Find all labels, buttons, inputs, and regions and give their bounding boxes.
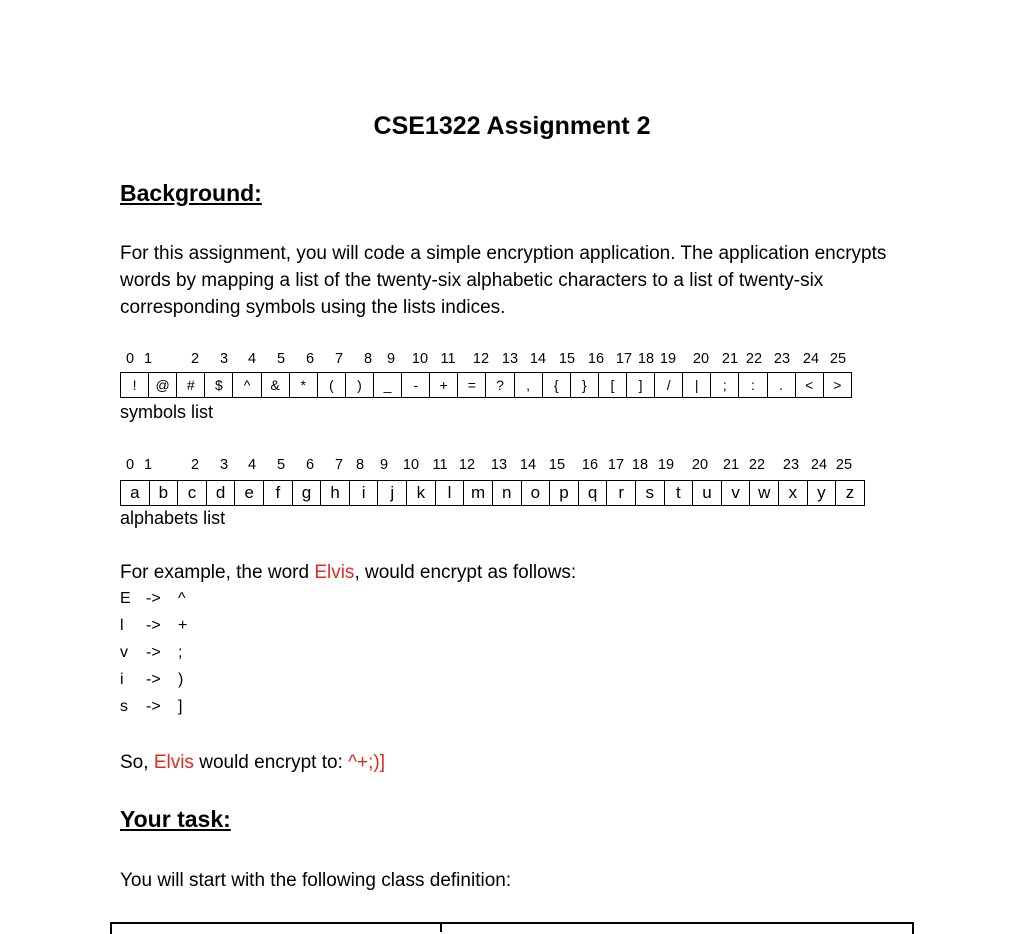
- mapping-to: ^: [178, 590, 186, 607]
- symbol-cell: |: [683, 373, 711, 397]
- index-label: 25: [835, 457, 853, 473]
- mapping-arrow: ->: [146, 698, 161, 715]
- symbol-cell: $: [205, 373, 233, 397]
- index-label: 18: [631, 457, 649, 473]
- symbols-table: [120, 372, 852, 398]
- alphabet-cell: t: [665, 481, 694, 505]
- index-label: 18: [637, 351, 655, 367]
- index-label: 10: [402, 457, 420, 473]
- symbol-cell: ,: [515, 373, 543, 397]
- mapping-row: [120, 698, 182, 716]
- index-label: 16: [587, 351, 605, 367]
- symbol-cell: ;: [711, 373, 739, 397]
- example-prefix: For example, the word: [120, 562, 315, 583]
- index-label: 22: [748, 457, 766, 473]
- index-label: 5: [276, 351, 286, 367]
- alphabet-cell: p: [550, 481, 579, 505]
- symbol-cell: }: [571, 373, 599, 397]
- index-label: 2: [190, 457, 200, 473]
- index-label: 8: [363, 351, 373, 367]
- symbol-cell: :: [739, 373, 767, 397]
- alphabet-cell: o: [522, 481, 551, 505]
- example-suffix: , would encrypt as follows:: [354, 562, 577, 583]
- symbol-cell: .: [768, 373, 796, 397]
- alphabet-cell: s: [636, 481, 665, 505]
- example-sentence: [120, 562, 576, 584]
- mapping-from: i: [120, 671, 124, 688]
- alphabet-cell: m: [464, 481, 493, 505]
- alphabet-cell: u: [693, 481, 722, 505]
- mapping-to: ): [178, 671, 184, 688]
- symbol-cell: -: [402, 373, 430, 397]
- index-label: 11: [440, 351, 456, 367]
- intro-paragraph: For this assignment, you will code a simple encryption application. The application encrypts words by mapping a list of the twenty-six alphabetic characters to a list of twenty-six corresponding symbols using the lists indices.: [120, 243, 887, 318]
- alphabet-cell: w: [750, 481, 779, 505]
- index-label: 11: [432, 457, 448, 473]
- index-label: 10: [411, 351, 429, 367]
- alphabet-cell: d: [207, 481, 236, 505]
- background-heading: Background:: [120, 180, 262, 206]
- index-label: 14: [529, 351, 547, 367]
- mapping-arrow: ->: [146, 644, 161, 661]
- alphabet-cell: b: [150, 481, 179, 505]
- alphabet-cell: z: [845, 483, 855, 502]
- result-middle: would encrypt to:: [193, 752, 349, 773]
- index-label: 25: [829, 351, 847, 367]
- index-label: 1: [143, 351, 153, 367]
- mapping-from: l: [120, 617, 124, 634]
- index-label: 19: [659, 351, 677, 367]
- index-label: 16: [581, 457, 599, 473]
- index-label: 13: [501, 351, 519, 367]
- index-label: 21: [722, 457, 740, 473]
- index-label: 7: [334, 457, 344, 473]
- symbol-cell: ^: [233, 373, 261, 397]
- mapping-arrow: ->: [146, 617, 161, 634]
- mapping-row: [120, 590, 186, 608]
- page-title: CSE1322 Assignment 2: [373, 112, 651, 140]
- index-label: 0: [125, 457, 135, 473]
- index-label: 1: [143, 457, 153, 473]
- symbol-cell: _: [374, 373, 402, 397]
- index-label: 22: [745, 351, 763, 367]
- alphabet-cell: f: [264, 481, 293, 505]
- alphabet-cell: n: [493, 481, 522, 505]
- symbol-cell: =: [458, 373, 486, 397]
- mapping-arrow: ->: [146, 590, 161, 607]
- index-label: 12: [472, 351, 490, 367]
- alphabet-cell: a: [121, 481, 150, 505]
- index-label: 5: [276, 457, 286, 473]
- symbol-cell: #: [177, 373, 205, 397]
- index-label: 3: [219, 457, 229, 473]
- table-divider: [440, 922, 442, 932]
- symbol-cell: ]: [627, 373, 655, 397]
- index-label: 6: [305, 457, 315, 473]
- result-sentence: [120, 752, 385, 774]
- symbol-cell: >: [833, 377, 842, 393]
- index-label: 20: [692, 351, 710, 367]
- mapping-to: ;: [178, 644, 183, 661]
- result-prefix: So,: [120, 752, 154, 773]
- index-label: 3: [219, 351, 229, 367]
- result-word: Elvis: [153, 752, 194, 773]
- mapping-from: E: [120, 590, 131, 607]
- index-label: 13: [490, 457, 508, 473]
- result-value: ^+;)]: [348, 752, 386, 773]
- symbol-cell: ?: [486, 373, 514, 397]
- mapping-row: [120, 671, 183, 689]
- alphabet-cell: r: [607, 481, 636, 505]
- index-label: 15: [548, 457, 566, 473]
- index-label: 7: [334, 351, 344, 367]
- index-label: 2: [190, 351, 200, 367]
- alphabet-cell: l: [436, 481, 465, 505]
- alphabet-cell: h: [321, 481, 350, 505]
- alphabets-caption: alphabets list: [120, 508, 226, 528]
- alphabet-cell: c: [178, 481, 207, 505]
- index-label: 9: [386, 351, 396, 367]
- alphabets-index-row: [120, 457, 870, 475]
- alphabet-cell: i: [350, 481, 379, 505]
- index-label: 17: [615, 351, 633, 367]
- symbol-cell: &: [262, 373, 290, 397]
- alphabet-cell: e: [235, 481, 264, 505]
- index-label: 4: [247, 457, 257, 473]
- mapping-row: [120, 644, 182, 662]
- class-definition-table: [110, 922, 914, 934]
- index-label: 17: [607, 457, 625, 473]
- index-label: 24: [810, 457, 828, 473]
- symbols-index-row: [120, 351, 860, 369]
- alphabet-cell: v: [722, 481, 751, 505]
- index-label: 23: [782, 457, 800, 473]
- mapping-to: +: [178, 617, 188, 634]
- symbols-caption: symbols list: [120, 402, 214, 422]
- mapping-to: ]: [178, 698, 183, 715]
- symbol-cell: !: [121, 373, 149, 397]
- index-label: 9: [379, 457, 389, 473]
- index-label: 4: [247, 351, 257, 367]
- alphabet-cell: x: [779, 481, 808, 505]
- symbol-cell: +: [430, 373, 458, 397]
- mapping-row: [120, 617, 187, 635]
- symbol-cell: <: [796, 373, 824, 397]
- alphabet-cell: g: [293, 481, 322, 505]
- index-label: 0: [125, 351, 135, 367]
- index-label: 23: [773, 351, 791, 367]
- symbol-cell: *: [290, 373, 318, 397]
- alphabet-cell: q: [579, 481, 608, 505]
- mapping-arrow: ->: [146, 671, 161, 688]
- alphabet-cell: y: [808, 481, 837, 505]
- alphabet-cell: j: [378, 481, 407, 505]
- index-label: 15: [558, 351, 576, 367]
- symbol-cell: [: [599, 373, 627, 397]
- index-label: 8: [355, 457, 365, 473]
- task-heading: Your task:: [120, 806, 231, 832]
- index-label: 20: [691, 457, 709, 473]
- index-label: 24: [802, 351, 820, 367]
- alphabets-table: [120, 480, 865, 506]
- symbol-cell: (: [318, 373, 346, 397]
- symbol-cell: @: [149, 373, 177, 397]
- index-label: 14: [519, 457, 537, 473]
- index-label: 12: [458, 457, 476, 473]
- task-intro: You will start with the following class definition:: [120, 870, 512, 891]
- index-label: 19: [657, 457, 675, 473]
- mapping-from: s: [120, 698, 128, 715]
- index-label: 6: [305, 351, 315, 367]
- symbol-cell: ): [346, 373, 374, 397]
- symbol-cell: {: [543, 373, 571, 397]
- symbol-cell: /: [655, 373, 683, 397]
- example-word: Elvis: [314, 562, 355, 583]
- alphabet-cell: k: [407, 481, 436, 505]
- mapping-from: v: [120, 644, 128, 661]
- index-label: 21: [721, 351, 739, 367]
